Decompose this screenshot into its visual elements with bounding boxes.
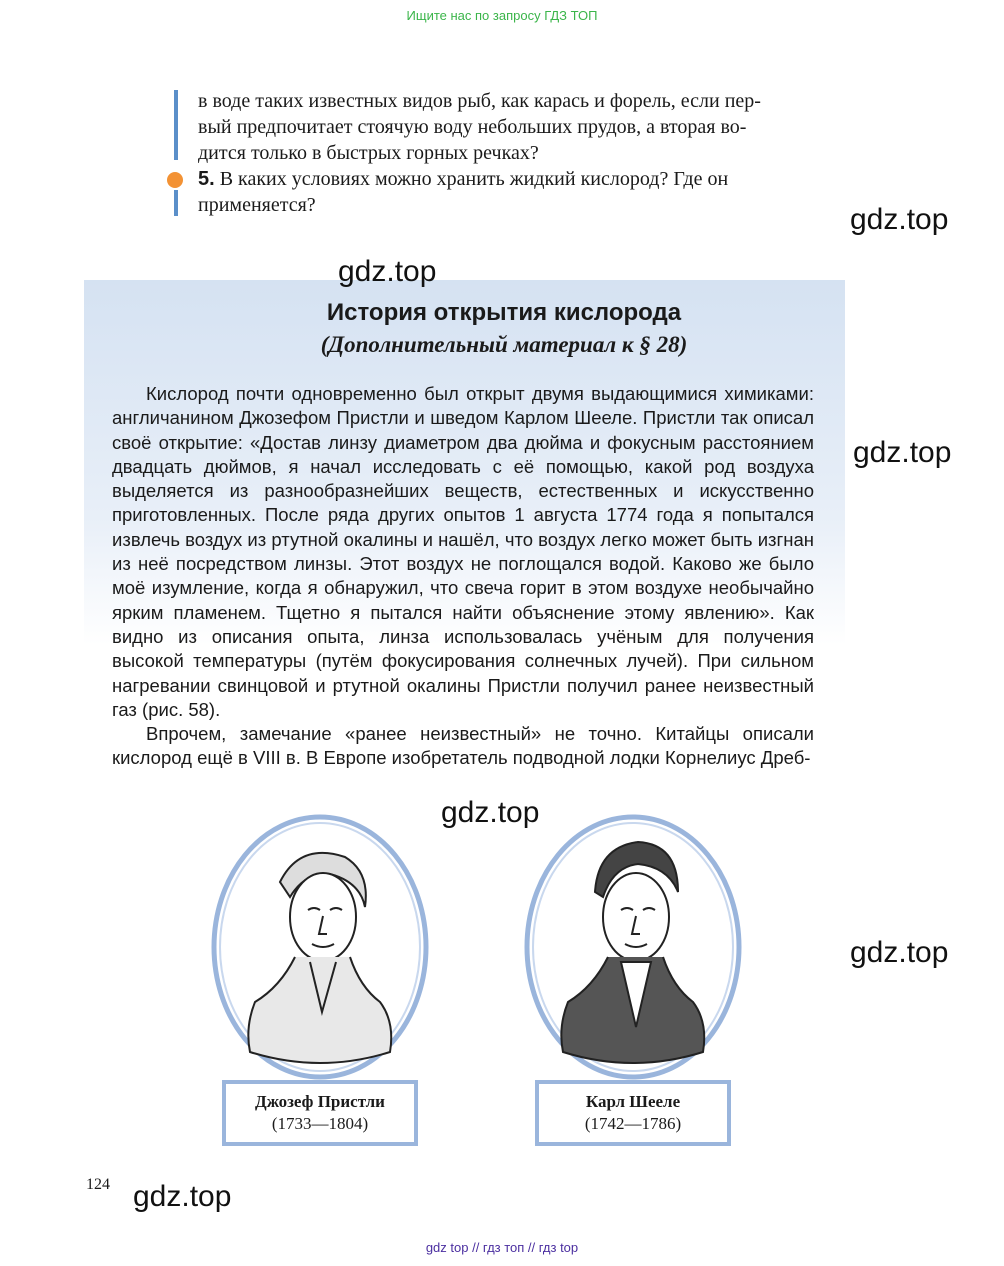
- section-title: История открытия кислорода: [326, 299, 682, 326]
- scheele-name: Карл Шееле: [585, 1092, 681, 1111]
- q4-line-2: вый предпочитает стоячую воду небольших прудов, а вторая во-: [198, 116, 747, 138]
- top-banner: Ищите нас по запросу ГДЗ ТОП: [406, 8, 598, 23]
- body-text: [112, 382, 814, 771]
- watermark: gdz.top: [850, 203, 949, 236]
- question-bar: [174, 190, 178, 216]
- scheele-years: (1742—1786): [584, 1114, 682, 1133]
- watermark: gdz.top: [133, 1180, 232, 1213]
- scheele-portrait: [523, 812, 743, 1082]
- section-subtitle: (Дополнительный материал к § 28): [320, 332, 688, 357]
- watermark: gdz.top: [850, 936, 949, 969]
- watermark: gdz.top: [338, 255, 437, 288]
- q4-line-1: в воде таких известных видов рыб, как карась и форель, если пер-: [198, 90, 761, 112]
- question-number: 5.: [198, 168, 215, 190]
- priestley-portrait: [210, 812, 430, 1082]
- priestley-years: (1733—1804): [271, 1114, 369, 1133]
- paragraph-1: Кислород почти одновременно был открыт двумя выдающимися химиками: англичанином Джозефом Пристли и шведом Карлом Шееле. Пристли так описал своё открытие: «Достав линзу диаметром два дюйма и фокусным расстоянием двадцать дюймов, я начал исследовать с её помощью, какой род воздуха выделяется из разнообразнейших веществ, естественных и искусственно приготовленных. После ряда других опытов 1 августа 1774 года я попытался извлечь воздух из ртутной окалины и нашёл, что воздух легко может быть изгнан из неё посредством линзы. Этот воздух не поглощался водой. Каково же было моё изумление, когда я обнаружил, что свеча горит в этом воздухе необычайно ярким пламенем. Тщетно я пытался найти объяснение этому явлению». Как видно из описания опыта, линза использовалась учёным для получения высокой температуры (путём фокусирования солнечных лучей). При сильном нагревании свинцовой и ртутной окалины Пристли получил ранее неизвестный газ (рис. 58).: [112, 383, 814, 720]
- paragraph-2: Впрочем, замечание «ранее неизвестный» не точно. Китайцы описали кислород ещё в VIII в. В Европе изобретатель подводной лодки Корнелиус Дреб-: [112, 723, 814, 769]
- question-bar: [174, 90, 178, 160]
- watermark: gdz.top: [853, 436, 952, 469]
- question-5-text: [198, 166, 843, 218]
- q4-line-3: дится только в быстрых горных речках?: [198, 142, 539, 164]
- question-4-text: [198, 88, 843, 166]
- bullet-dot-icon: [167, 172, 183, 188]
- page-number: 124: [86, 1176, 110, 1193]
- bottom-banner: gdz top // гдз топ // гдз top: [425, 1240, 579, 1255]
- scheele-caption: [535, 1080, 731, 1146]
- priestley-caption: [222, 1080, 418, 1146]
- q5-line-1: [198, 166, 843, 192]
- priestley-name: Джозеф Пристли: [255, 1092, 385, 1111]
- q5-line-1-text: В каких условиях можно хранить жидкий кислород? Где он: [219, 168, 729, 190]
- q5-line-2: применяется?: [198, 194, 316, 216]
- watermark: gdz.top: [441, 796, 540, 829]
